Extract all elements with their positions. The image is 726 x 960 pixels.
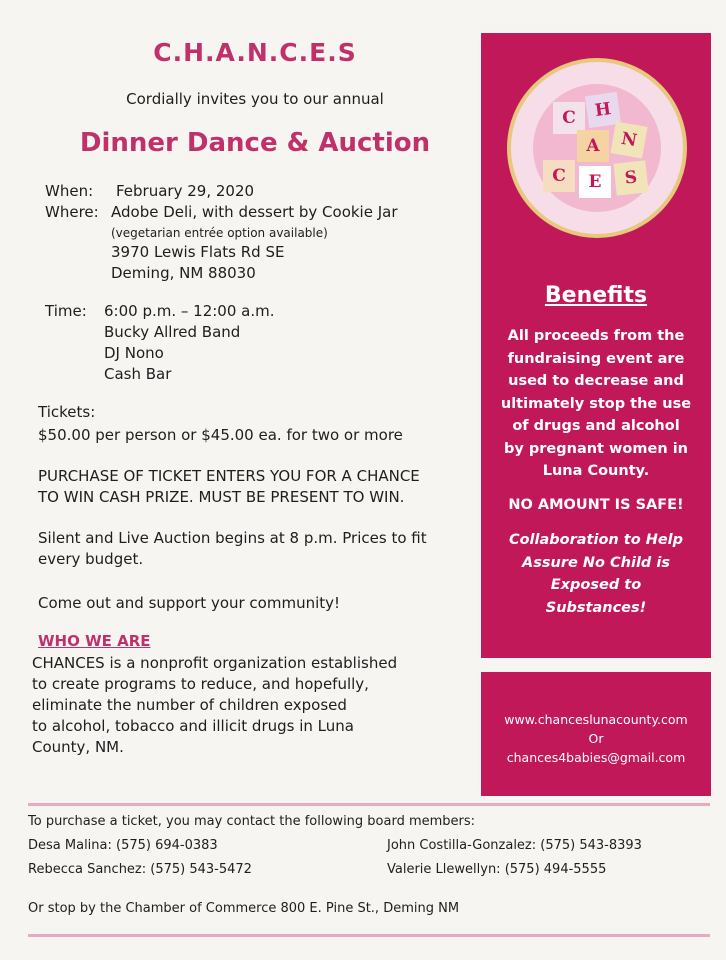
benefits-panel: [481, 33, 711, 658]
benefits-line-7: Luna County.: [542, 463, 650, 479]
auction-line-1: Silent and Live Auction begins at 8 p.m. Prices to fit: [38, 529, 427, 547]
benefits-heading: Benefits: [544, 283, 648, 308]
board-member-desa: Desa Malina: (575) 694-0383: [28, 838, 218, 853]
collab-line-3: Exposed to: [550, 577, 642, 593]
benefits-body: [493, 325, 699, 483]
time-label: Time:: [45, 302, 87, 320]
who-line-1: CHANCES is a nonprofit organization established: [32, 654, 398, 672]
prize-line-1: PURCHASE OF TICKET ENTERS YOU FOR A CHANCE: [38, 467, 420, 485]
band: Bucky Allred Band: [104, 323, 241, 341]
benefits-line-4: ultimately stop the use: [500, 395, 692, 412]
board-intro: To purchase a ticket, you may contact the following board members:: [28, 814, 476, 829]
collab-line-4: Substances!: [545, 599, 647, 616]
when-label: When:: [45, 182, 94, 200]
contact-box: [481, 672, 711, 796]
benefits-line-3: used to decrease and: [508, 373, 684, 389]
time-value: 6:00 p.m. – 12:00 a.m.: [104, 302, 275, 320]
invite-line: Cordially invites you to our annual: [126, 90, 384, 108]
benefits-line-6: by pregnant women in: [504, 440, 688, 457]
contact-or: Or: [588, 731, 604, 746]
dj: DJ Nono: [104, 344, 164, 362]
no-amount-safe: NO AMOUNT IS SAFE!: [508, 497, 684, 513]
who-line-3: eliminate the number of children exposed: [32, 696, 347, 714]
address-line-2: Deming, NM 88030: [111, 264, 256, 282]
auction-line-2: every budget.: [38, 550, 144, 568]
who-line-4: to alcohol, tobacco and illicit drugs in Luna: [32, 717, 354, 735]
ticket-price: $50.00 per person or $45.00 ea. for two or more: [38, 426, 403, 444]
chamber-line: Or stop by the Chamber of Commerce 800 E. Pine St., Deming NM: [28, 901, 460, 916]
logo-block-c1: C: [553, 102, 585, 134]
prize-line-2: TO WIN CASH PRIZE. MUST BE PRESENT TO WIN.: [38, 488, 405, 506]
cash-bar: Cash Bar: [104, 365, 172, 383]
logo-inner-circle: [533, 84, 661, 212]
where-label: Where:: [45, 203, 99, 221]
tickets-label: Tickets:: [38, 403, 96, 421]
collab-line-1: Collaboration to Help: [508, 532, 684, 548]
who-line-2: to create programs to reduce, and hopefully,: [32, 675, 369, 693]
who-line-5: County, NM.: [32, 738, 124, 756]
bottom-divider: [28, 934, 710, 937]
board-member-rebecca: Rebecca Sanchez: (575) 543-5472: [28, 862, 252, 877]
benefits-line-1: All proceeds from the: [507, 328, 685, 344]
email-link[interactable]: chances4babies@gmail.com: [506, 750, 686, 765]
logo-block-s: S: [613, 160, 648, 195]
board-member-john: John Costilla-Gonzalez: (575) 543-8393: [387, 838, 642, 853]
org-title: C.H.A.N.C.E.S: [153, 38, 357, 67]
where-value: Adobe Deli, with dessert by Cookie Jar: [111, 203, 398, 221]
board-member-valerie: Valerie Llewellyn: (575) 494-5555: [387, 862, 607, 877]
support-line: Come out and support your community!: [38, 594, 341, 612]
when-value: February 29, 2020: [116, 182, 255, 200]
logo-block-h: H: [585, 92, 621, 128]
benefits-line-2: fundraising event are: [507, 350, 685, 367]
logo-block-n: N: [610, 121, 647, 158]
chances-logo: [507, 58, 687, 238]
logo-block-c2: C: [543, 160, 575, 192]
event-title: Dinner Dance & Auction: [79, 128, 431, 158]
top-divider: [28, 803, 710, 806]
website-link[interactable]: www.chanceslunacounty.com: [504, 712, 688, 727]
benefits-line-5: of drugs and alcohol: [512, 418, 680, 434]
collaboration-text: [493, 529, 699, 619]
logo-block-e: E: [579, 166, 611, 198]
address-line-1: 3970 Lewis Flats Rd SE: [111, 243, 285, 261]
logo-block-a: A: [577, 130, 609, 162]
collab-line-2: Assure No Child is: [522, 554, 670, 571]
where-note: (vegetarian entrée option available): [111, 226, 328, 240]
who-we-are-heading: WHO WE ARE: [38, 632, 151, 650]
